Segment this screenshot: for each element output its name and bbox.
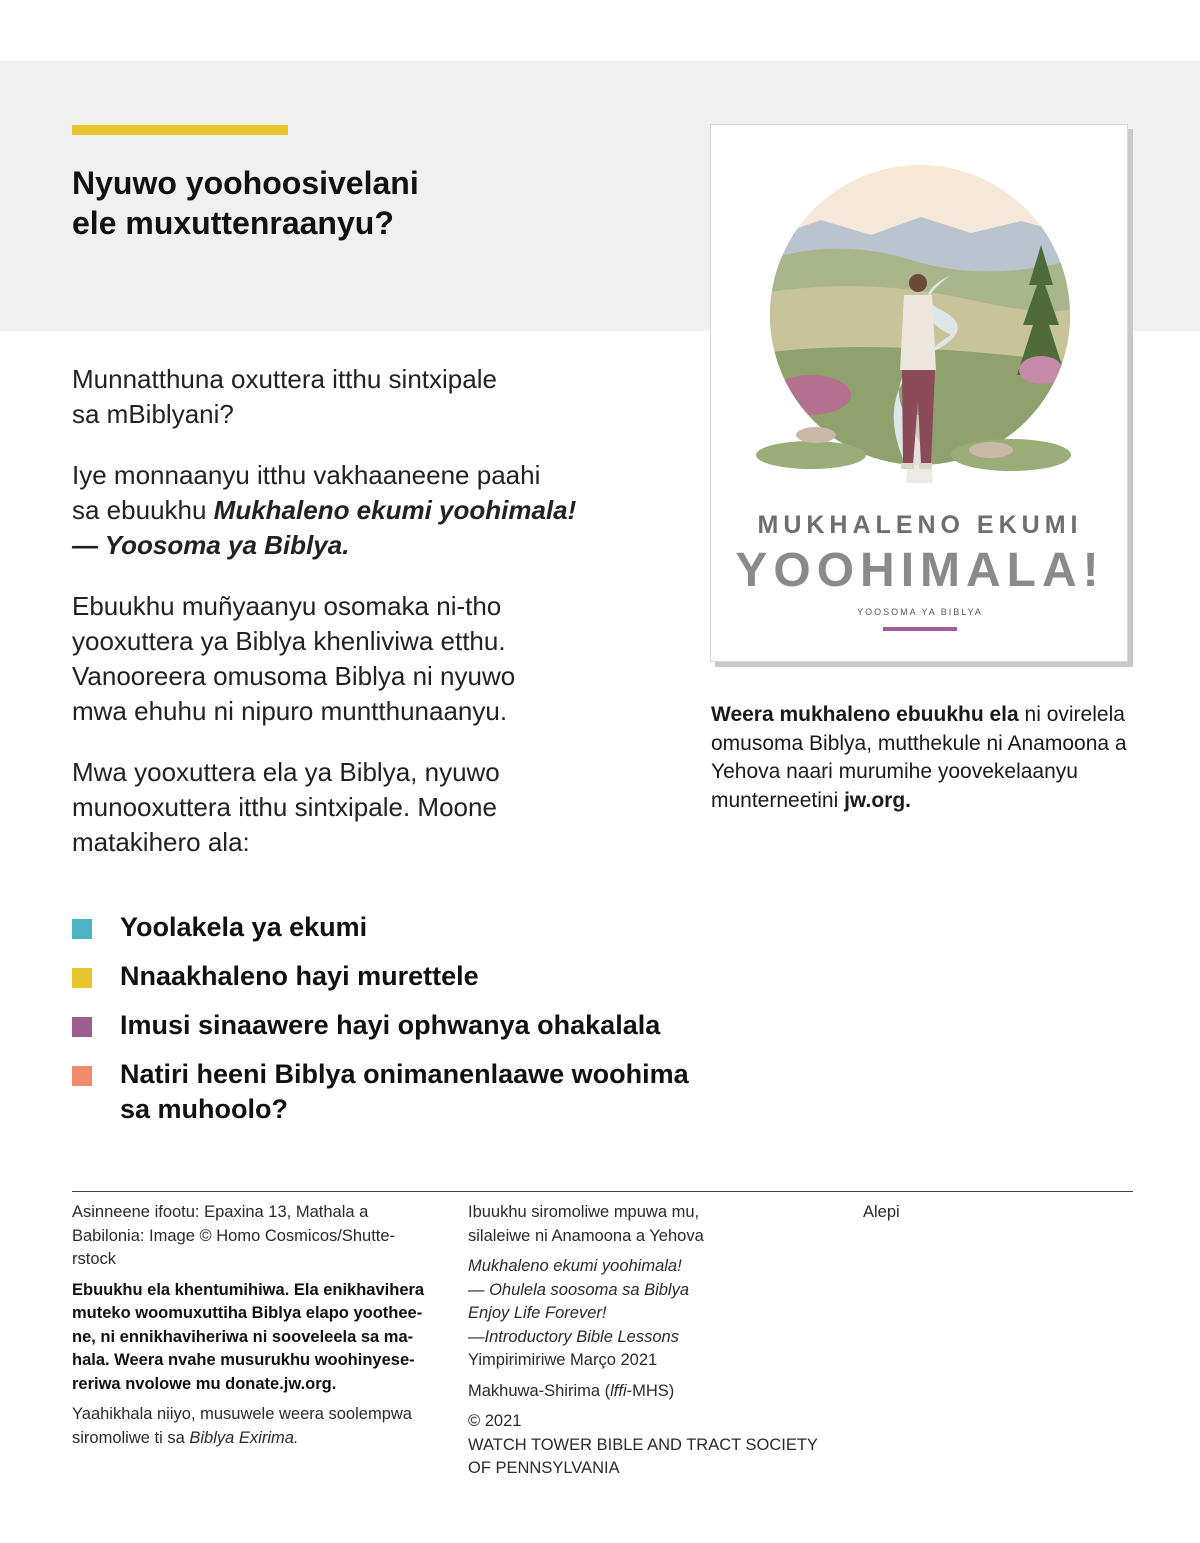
bullet-square-icon [72,919,92,939]
title-line: Nyuwo yoohoosivelani [72,165,419,201]
publication-title: Mukhaleno ekumi yoohimala! — Ohulela soosoma sa Biblya Enjoy Life Forever! —Introductory Bible Lessons Yimpirimiriwe Março 2021 [468,1257,690,1369]
book-subtitle: — Yoosoma ya Biblya. [72,530,350,560]
book-cover [710,124,1128,662]
footer-column-publisher [863,1201,1123,1232]
topic-item: Imusi sinaawere hayi ophwanya ohakalala [72,1008,712,1043]
publication-note: Ibuukhu siromoliwe mpuwa mu, silaleiwe ni Anamoona a Yehova [468,1203,704,1245]
bullet-square-icon [72,1017,92,1037]
publisher-name: Alepi [863,1203,900,1221]
photo-credit: Asinneene ifootu: Epaxina 13, Mathala a Babilonia: Image © Homo Cosmicos/Shutte- rstock [72,1203,396,1268]
bullet-square-icon [72,1066,92,1086]
cover-title: MUKHALENO EKUMI [757,511,1083,539]
website-link[interactable]: jw.org. [844,788,911,812]
topic-item: Nnaakhaleno hayi murettele [72,959,712,994]
cover-subtitle: YOOSOMA YA BIBLYA [857,607,983,617]
footer-column-publication [468,1201,828,1488]
book-title: Mukhaleno ekumi yoohimala! [213,495,577,525]
footer-column-credits [72,1201,432,1457]
accent-bar [72,125,288,135]
intro-paragraph: Munnatthuna oxuttera itthu sintxipale sa mBiblyani? [72,364,497,429]
bible-quote-note: Yaahikhala niiyo, musuwele weera soolempwa siromoliwe ti sa Biblya Exirima. [72,1405,412,1447]
request-text: Weera mukhaleno ebuukhu ela ni ovirelela omusoma Biblya, mutthekule ni Anamoona a Yehova naari murumihe yoovekelaanyu munterneetini jw.org. [711,703,1127,812]
topic-item: Yoolakela ya ekumi [72,910,712,945]
intro-paragraph: Iye monnaanyu itthu vakhaaneene paahi sa ebuukhu Mukhaleno ekumi yoohimala! — Yoosoma ya Biblya. [72,460,577,560]
topic-item: Natiri heeni Biblya onimanenlaawe woohima sa muhoolo? [72,1057,712,1127]
intro-paragraph: Mwa yooxuttera ela ya Biblya, nyuwo munooxuttera itthu sintxipale. Moone matakihero ala: [72,757,500,857]
cover-illustration [711,125,1129,505]
topic-list [72,910,712,1141]
donation-note: Ebuukhu ela khentumihiwa. Ela enikhavihera muteko woomuxuttiha Biblya elapo yoothee- ne, ni ennikhaviheriwa ni sooveleela sa ma- hala. Weera nvahe musurukhu woohinyese- reriwa nvolowe mu donate.jw.org. [72,1280,425,1393]
cover-accent-line [883,627,957,631]
bullet-square-icon [72,968,92,988]
intro-paragraph: Ebuukhu muñyaanyu osomaka ni-tho yooxuttera ya Biblya khenliviwa etthu. Vanooreera omusoma Biblya ni nyuwo mwa ehuhu ni nipuro muntthunaanyu. [72,591,516,726]
intro-text [72,362,632,886]
language-code: Makhuwa-Shirima (lffi-MHS) [468,1381,675,1400]
divider [72,1191,1133,1192]
copyright: © 2021 WATCH TOWER BIBLE AND TRACT SOCIETY OF PENNSYLVANIA [468,1412,818,1477]
cover-title-large: YOOHIMALA! [735,544,1105,597]
page-title [72,163,632,243]
title-line: ele muxuttenraanyu? [72,205,394,241]
